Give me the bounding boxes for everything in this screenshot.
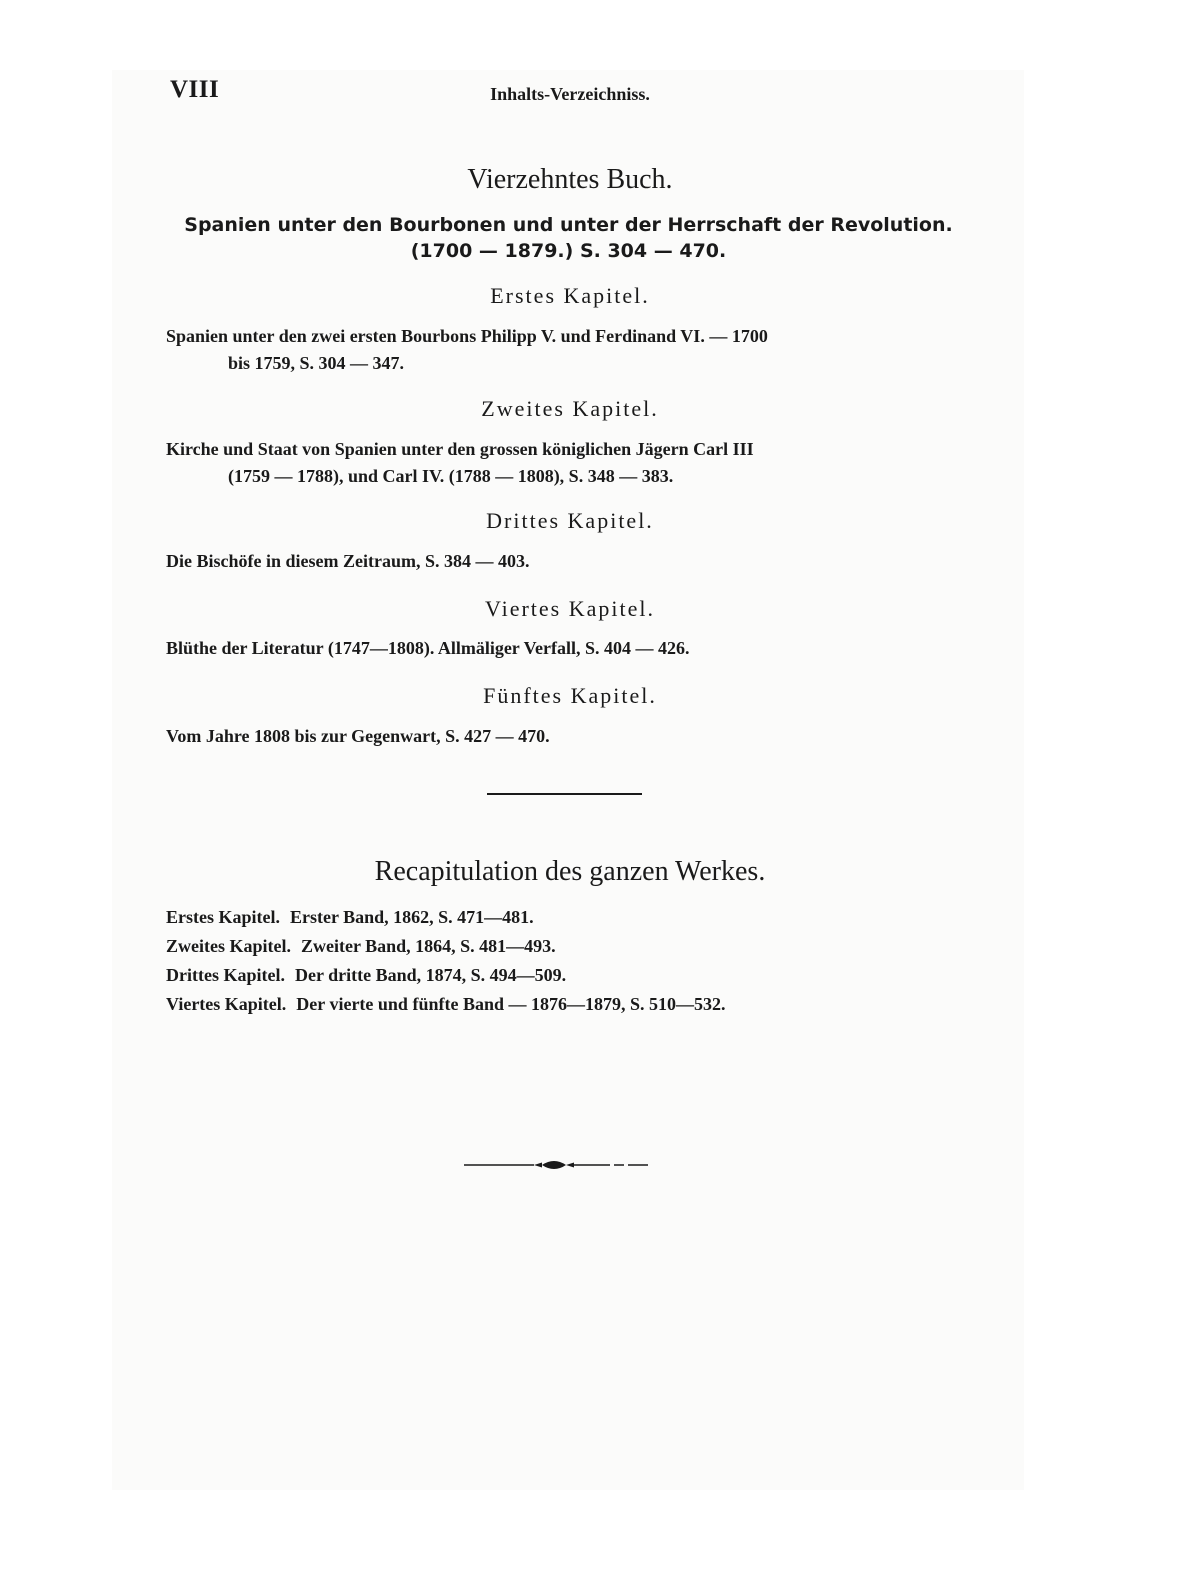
chapter-entry-line: Die Bischöfe in diesem Zeitraum, S. 384 — 403. xyxy=(166,551,530,571)
chapter-entry xyxy=(166,635,966,662)
chapter-entry-line: (1759 — 1788), und Carl IV. (1788 — 1808), S. 348 — 383. xyxy=(228,466,674,486)
recapitulation-item xyxy=(166,990,725,1019)
chapter-entry-line: Vom Jahre 1808 bis zur Gegenwart, S. 427 — 470. xyxy=(166,726,550,746)
book-subtitle-line: Spanien unter den Bourbonen und unter der Herrschaft der Revolution. xyxy=(184,214,953,236)
recapitulation-item xyxy=(166,961,725,990)
recapitulation-list xyxy=(166,903,725,1019)
chapter-entry xyxy=(166,548,966,575)
chapter-entry-line: Spanien unter den zwei ersten Bourbons Philipp V. und Ferdinand VI. — 1700 xyxy=(166,326,768,346)
recapitulation-item xyxy=(166,932,725,961)
recapitulation-item-label: Viertes Kapitel. xyxy=(166,994,287,1014)
recapitulation-item-text: Zweiter Band, 1864, S. 481—493. xyxy=(300,936,556,956)
ornament-icon xyxy=(462,1156,652,1174)
recapitulation-item xyxy=(166,903,725,932)
end-ornament xyxy=(462,1156,652,1178)
book-subtitle-line: (1700 — 1879.) S. 304 — 470. xyxy=(410,240,727,262)
book-title: Vierzehntes Buch. xyxy=(467,164,673,195)
recapitulation-item-text: Erster Band, 1862, S. 471—481. xyxy=(290,907,534,927)
recapitulation-item-label: Zweites Kapitel. xyxy=(166,936,291,956)
recapitulation-item-text: Der dritte Band, 1874, S. 494—509. xyxy=(294,965,567,985)
recapitulation-item-label: Drittes Kapitel. xyxy=(166,965,285,985)
chapter-heading: Fünftes Kapitel. xyxy=(483,683,657,708)
running-title: Inhalts-Verzeichniss. xyxy=(490,84,650,104)
chapter-heading: Viertes Kapitel. xyxy=(485,596,655,621)
recapitulation-item-text: Der vierte und fünfte Band — 1876—1879, S. 510—532. xyxy=(296,994,726,1014)
chapter-entry xyxy=(166,436,966,490)
page-number: VIII xyxy=(170,76,220,103)
chapter-entry-line: Blüthe der Literatur (1747—1808). Allmäliger Verfall, S. 404 — 426. xyxy=(166,638,690,658)
recapitulation-title: Recapitulation des ganzen Werkes. xyxy=(374,856,766,887)
chapter-entry-line: bis 1759, S. 304 — 347. xyxy=(228,353,405,373)
book-subtitle xyxy=(166,212,971,264)
chapter-entry xyxy=(166,723,966,750)
section-divider xyxy=(487,793,642,795)
chapter-heading: Drittes Kapitel. xyxy=(486,508,654,533)
recapitulation-item-label: Erstes Kapitel. xyxy=(166,907,280,927)
chapter-heading: Erstes Kapitel. xyxy=(490,283,650,308)
chapter-heading: Zweites Kapitel. xyxy=(481,396,659,421)
chapter-entry-line: Kirche und Staat von Spanien unter den grossen königlichen Jägern Carl III xyxy=(166,439,754,459)
chapter-entry xyxy=(166,323,966,377)
